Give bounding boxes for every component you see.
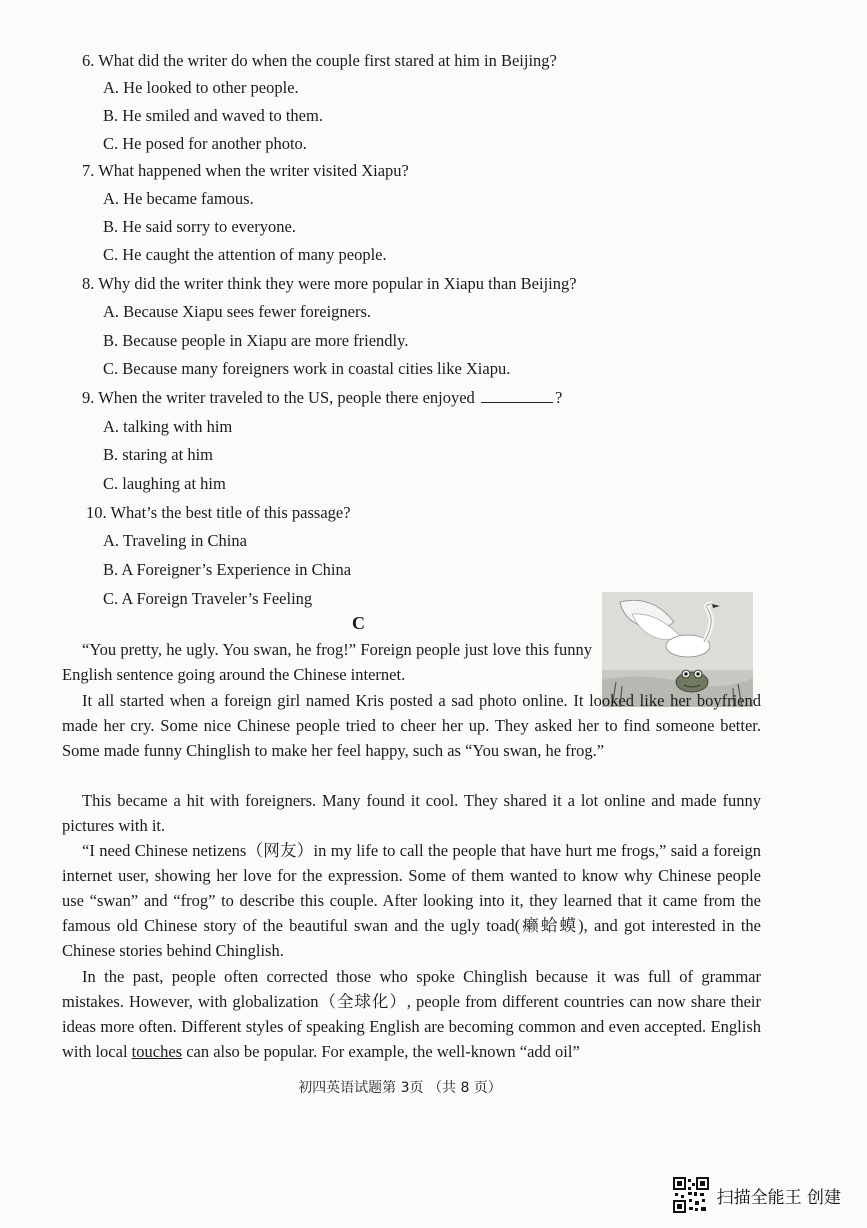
passage-paragraph-1: “You pretty, he ugly. You swan, he frog!” Foreign people just love this funny English sentence going around the Chinese internet.	[62, 640, 592, 684]
question-10-option-b: B. A Foreigner’s Experience in China	[103, 560, 352, 579]
question-7-option-c: C. He caught the attention of many people.	[103, 245, 387, 264]
watermark-text: 扫描全能王 创建	[716, 1187, 841, 1208]
question-6-stem: 6. What did the writer do when the couple first stared at him in Beijing?	[82, 51, 557, 70]
question-8-option-a: A. Because Xiapu sees fewer foreigners.	[103, 302, 372, 321]
answer-blank	[481, 388, 553, 403]
scanner-watermark	[673, 1176, 841, 1214]
passage-paragraph-3: This became a hit with foreigners. Many found it cool. They shared it a lot online and made funny pictures with it.	[62, 791, 761, 835]
question-8-option-b: B. Because people in Xiapu are more friendly.	[103, 331, 409, 350]
question-10-option-c: C. A Foreign Traveler’s Feeling	[103, 589, 313, 608]
question-7-option-b: B. He said sorry to everyone.	[103, 217, 296, 236]
passage-paragraph-5	[62, 964, 761, 1064]
question-9-stem-text: 9. When the writer traveled to the US, people there enjoyed	[82, 388, 475, 407]
page-footer: 初四英语试题第 3页 （共 8 页）	[298, 1080, 502, 1096]
question-9-stem	[82, 387, 562, 409]
question-10-stem: 10. What’s the best title of this passage?	[86, 503, 351, 522]
question-6-option-b: B. He smiled and waved to them.	[103, 106, 323, 125]
question-9-option-b: B. staring at him	[103, 445, 213, 464]
passage-paragraph-4: “I need Chinese netizens（网友）in my life to call the people that have hurt me frogs,” said a foreign internet user, showing her love for the expression. Some of them wanted to know why Chinese people use “swan” and “frog” to describe this couple. After looking into it, they learned that it came from the famous old Chinese story of the beautiful swan and the ugly toad(癞蛤蟆), and got interested in the Chinese stories behind Chinglish.	[62, 841, 761, 960]
paragraph-5-text-end: can also be popular. For example, the well-known “add oil”	[186, 1042, 580, 1061]
passage-paragraph-2: It all started when a foreign girl named Kris posted a sad photo online. It looked like her boyfriend made her cry. Some nice Chinese people tried to cheer her up. They asked her to find someone better. Some made funny Chinglish to make her feel happy, such as “You swan, he frog.”	[62, 691, 761, 760]
question-9-option-c: C. laughing at him	[103, 474, 226, 493]
section-label: C	[352, 613, 365, 633]
question-7-stem: 7. What happened when the writer visited Xiapu?	[82, 161, 409, 180]
question-8-stem: 8. Why did the writer think they were more popular in Xiapu than Beijing?	[82, 274, 577, 293]
question-10-option-a: A. Traveling in China	[103, 531, 247, 550]
question-9-option-a: A. talking with him	[103, 417, 233, 436]
paragraph-5-text-start: In the past, people often corrected those who spoke Chinglish because it was full of grammar mistakes. However, with globalization（全球化）, people from different countries can now share their ideas more often. Different styles of speaking English are becoming common and even accepted. English with local	[62, 967, 761, 1061]
question-7-option-a: A. He became famous.	[103, 189, 254, 208]
underlined-word-touches: touches	[131, 1042, 183, 1061]
qr-code-icon	[673, 1177, 709, 1213]
question-8-option-c: C. Because many foreigners work in coastal cities like Xiapu.	[103, 359, 511, 378]
question-6-option-c: C. He posed for another photo.	[103, 134, 307, 153]
question-6-option-a: A. He looked to other people.	[103, 78, 299, 97]
question-9-stem-end: ?	[554, 388, 563, 407]
